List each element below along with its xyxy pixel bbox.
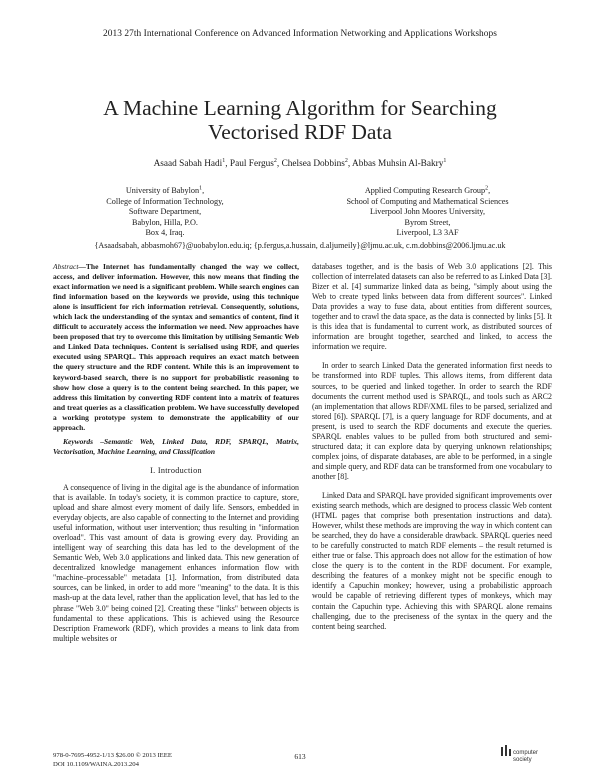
left-column [53, 262, 299, 644]
affiliation-line: College of Information Technology, [106, 196, 224, 206]
affiliation-line: Software Department, [128, 207, 202, 217]
doi-line: DOI 10.1109/WAINA.2013.204 [53, 761, 139, 768]
author-affiliation-mark: 2 [344, 157, 348, 164]
affiliation-babylon [60, 186, 270, 239]
affiliation-line: Applied Computing Research Group$^2$, [364, 185, 491, 195]
title-line-1: A Machine Learning Algorithm for Searching [103, 96, 497, 120]
author-affiliation-mark: 2 [273, 157, 277, 164]
author-emails: {Asaadsabah, abbasmoh67}@uobabylon.edu.iq; {p.fergus,a.hussain, d.aljumeily}@ljmu.ac.uk, c.m.dobbins@2006.ljmu.ac.uk [94, 241, 506, 250]
affiliation-line: University of Babylon$^1$, [125, 185, 205, 195]
body-paragraph: In order to search Linked Data the generated information first needs to be transformed into RDF tuples. This allows items, from different data sources, to be queried and linked together. In order to search the RDF documents the current method used is SPARQL, and tools such as ARC2 (an implementation that allows RDF/XML files to be parsed, serialized and stored [6]). SPARQL [7], is a query language for RDF documents, and at present, is used to search the RDF documents and execute the queries. SPARQL enables values to be pulled from both structured and semi-structured data; it can explore data by querying unknown relationships; complex joins, of disparate databases, are able to be performed, in a single and simple query, and RDF data can be transformed from one vocabulary to another [8]. [312, 361, 552, 481]
body-paragraph: Linked Data and SPARQL have provided significant improvements over existing search methods, which are designed to process classic Web content (HTML pages that comprise both presentation instructions and data). However, whilst these methods are improving the way in which content can be searched, they do have a considerable drawback. SPARQL queries need to be carefully constructed to match RDF elements – the result returned is either true or false. This approach does not allow for the estimation of how close the query is to the content in the RDF document. For example, describing the features of a monkey might not be specific enough to identify a Capuchin monkey; however, using a probabilistic approach would be capable of retrieving different types of monkeys, which may contain the Capuchin type. Achieving this with SPARQL alone remains challenging, due to the preciseness of the syntax in the query and the content being searched. [312, 490, 552, 631]
affiliation-line: Liverpool John Moores University, [370, 207, 485, 217]
affiliation-line: Byrom Street, [404, 217, 451, 227]
section-heading-introduction: I. Introduction [150, 465, 202, 475]
author-name: , Paul Fergus [225, 159, 274, 169]
author-affiliation-mark: 1 [222, 157, 226, 164]
conference-header: 2013 27th International Conference on Advanced Information Networking and Applications Workshops [103, 29, 497, 39]
affiliation-line: Babylon, Hilla, P.O. [132, 217, 198, 227]
right-column [312, 262, 552, 632]
body-paragraph: databases together, and is the basis of Web 3.0 applications [2]. This collection of interrelated datasets can also be referred to as Linked Data [3]. Bizer et al. [4] summarize linked data as being, "simply about using the Web to create typed links between data from different sources". Linked Data provides a way to fuse data, about entities from different sources, together and to crawl the data space, as the data is connected by links [5]. It is this idea that is fundamental to current work, as distributed sources of information are brought together, searched and linked, to access the information we require. [312, 262, 552, 352]
author-list [0, 159, 600, 169]
title-line-2: Vectorised RDF Data [208, 120, 392, 144]
logo-text: computer society [513, 750, 539, 763]
intro-paragraph: A consequence of living in the digital age is the abundance of information that is available. In today's society, it is common practice to capture, store, upload and share almost every moment of daily life. Sensors, embedded in everyday objects, are also capable of connecting to the Internet and providing useful information, without user intervention; thus resulting in "information overload". This vast amount of data is growing every day. Providing an intelligent way of searching this data has led to the development of the Semantic Web, Web 3.0 applications and linked data. This new generation of decentralized knowledge management enhances information flow with "machine–processable" metadata [1]. Information, from distributed data sources, can be linked, in order to add more "meaning" to the data. It is this mash-up at the data level, rather than the application level, that has led to the phrase "Web 3.0" being coined [2]. Creating these "links" between objects is fundamental to these applications. This is achieved using the Resource Description Framework (RDF), which provides a means to link data from multiple websites or [53, 482, 299, 643]
isbn-line: 978-0-7695-4952-1/13 $26.00 © 2013 IEEE [53, 752, 172, 759]
copyright-footer [53, 751, 172, 769]
computer-society-logo [500, 744, 550, 772]
keywords: Keywords –Semantic Web, Linked Data, RDF, SPARQL, Matrix, Vectorisation, Machine Learning, and Classification [53, 436, 299, 456]
page-number: 613 [294, 752, 306, 761]
abstract [53, 262, 299, 433]
affiliation-ljmu [305, 186, 550, 239]
affiliation-line: Liverpool, L3 3AF [396, 228, 459, 238]
computer-society-emblem-icon [500, 744, 512, 758]
author-name: , Abbas Muhsin Al-Bakry [347, 159, 444, 169]
affiliation-line: Box 4, Iraq. [145, 228, 185, 238]
author-name: Asaad Sabah Hadi [153, 159, 223, 169]
author-affiliation-mark: 1 [443, 157, 447, 164]
author-name: , Chelsea Dobbins [276, 159, 345, 169]
abstract-label: Abstract [53, 262, 79, 271]
paper-title [40, 96, 560, 144]
abstract-text: —The Internet has fundamentally changed the way we collect, access, and deliver information. However, this now means that finding the exact information we need is a significant problem. While search engines can find information based on the keywords we provide, using this technique alone is insufficient for rich information retrieval. Consequently, solutions, which lack the understanding of the syntax and semantics of content, find it difficult to accurately access the information we need. New approaches have been proposed that try to overcome this limitation by utilising Semantic Web and Linked Data techniques. Content is serialised using RDF, and queries executed using SPARQL. This approach requires an exact match between the query structure and the RDF content. While this is an improvement to keyword-based search, there is no support for probabilistic reasoning to show how close a query is to the content being searched. In this paper, we address this limitation by converting RDF content into a matrix of features and treat queries as a classification problem. We have successfully developed a working prototype system to demonstrate the applicability of our approach. [53, 262, 299, 432]
affiliation-line: School of Computing and Mathematical Sciences [346, 196, 509, 206]
